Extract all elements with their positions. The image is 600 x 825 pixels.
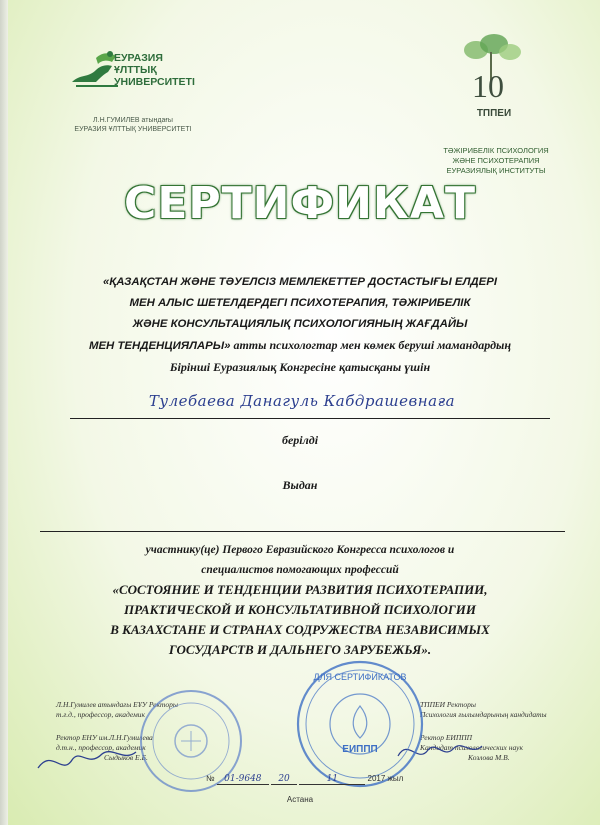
sig-line: Кандидат психологических наук bbox=[420, 743, 523, 752]
logo-caption bbox=[58, 116, 208, 134]
ru-line: «СОСТОЯНИЕ И ТЕНДЕНЦИИ РАЗВИТИЯ ПСИХОТЕРАПИИ, bbox=[112, 582, 488, 597]
institute-logo bbox=[416, 30, 576, 175]
ru-line: ПРАКТИЧЕСКОЙ И КОНСУЛЬТАТИВНОЙ ПСИХОЛОГИИ bbox=[124, 602, 476, 617]
sig-line: Л.Н.Гумилев атындағы ЕҰУ Ректоры bbox=[56, 700, 178, 709]
certificate-title: СЕРТИФИКАТ bbox=[124, 178, 476, 229]
sig-line: Ректор ЕНУ им.Л.Н.Гумилева bbox=[56, 733, 153, 742]
ru-line: ГОСУДАРСТВ И ДАЛЬНЕГО ЗАРУБЕЖЬЯ». bbox=[168, 642, 432, 657]
sig-line: Козлова М.В. bbox=[468, 753, 510, 762]
eurasian-university-logo bbox=[66, 44, 196, 136]
city-label: Астана bbox=[286, 795, 314, 804]
logo-word-line: ҰЛТТЫҚ bbox=[114, 64, 157, 76]
institute-name bbox=[416, 146, 576, 176]
kz-line: МЕН АЛЫС ШЕТЕЛДЕРДЕГІ ПСИХОТЕРАПИЯ, ТӘЖІРИБЕЛІК bbox=[129, 297, 471, 309]
kz-line: Бірінші Еуразиялық Конгресіне қатысқаны үшін bbox=[169, 360, 431, 374]
scan-edge bbox=[0, 0, 8, 825]
sig-line: ТППЕИ Ректоры bbox=[420, 700, 476, 709]
logo-word-line: УНИВЕРСИТЕТІ bbox=[114, 76, 195, 88]
institute-abbr: ТППЕИ bbox=[476, 108, 512, 119]
anniversary-number: 10 bbox=[472, 68, 504, 104]
ru-line: В КАЗАХСТАНЕ И СТРАНАХ СОДРУЖЕСТВА НЕЗАВИСИМЫХ bbox=[110, 622, 490, 637]
kz-line: ЖӘНЕ КОНСУЛЬТАЦИЯЛЫҚ ПСИХОЛОГИЯНЫҢ ЖАҒДАЙЫ bbox=[132, 318, 468, 330]
logo-caption-line: ЕУРАЗИЯ ҰЛТТЫҚ УНИВЕРСИТЕТІ bbox=[74, 126, 192, 133]
issued-ru: Выдан bbox=[282, 478, 318, 492]
handwritten-signature-left bbox=[32, 738, 142, 778]
institute-name-line: ЕУРАЗИЯЛЫҚ ИНСТИТУТЫ bbox=[446, 166, 546, 175]
number-label: № bbox=[206, 774, 215, 783]
institute-name-line: ЖӘНЕ ПСИХОТЕРАПИЯ bbox=[452, 156, 540, 165]
sig-line: т.ғ.д., профессор, академик bbox=[56, 710, 146, 719]
registration-line bbox=[206, 774, 403, 785]
sig-line: Ректор ЕИППП bbox=[420, 733, 473, 742]
sig-line: Сыдыков Е.Б. bbox=[104, 753, 148, 762]
kazakh-text-block bbox=[40, 272, 560, 378]
name-underline bbox=[70, 418, 550, 419]
kz-line-caps: МЕН ТЕНДЕНЦИЯЛАРЫ» bbox=[88, 340, 231, 352]
logo-wordmark bbox=[114, 52, 224, 88]
recipient-name: Тулебаева Данагуль Кабдрашевнаға bbox=[148, 392, 456, 410]
issue-day: 20 bbox=[278, 774, 290, 784]
sig-line: д.т.н., профессор, академик bbox=[56, 743, 146, 752]
issue-month: 11 bbox=[326, 774, 339, 784]
issue-year: 2017 жыл bbox=[367, 774, 404, 783]
ru-line: участнику(це) Первого Евразийского Конгресса психологов и bbox=[145, 544, 455, 556]
stamp-outer-text: ДЛЯ СЕРТИФИКАТОВ bbox=[313, 672, 407, 682]
russian-text-block bbox=[40, 540, 560, 660]
name-line-ru bbox=[40, 531, 565, 532]
certificate-number: 01-9648 bbox=[224, 774, 262, 784]
logo-caption-line: Л.Н.ГУМИЛЕВ атындағы bbox=[93, 117, 173, 124]
sig-line: Психология ғылымдарының кандидаты bbox=[420, 710, 547, 719]
stamp-abbr-text: ЕИППП bbox=[342, 744, 378, 755]
right-signature-kz bbox=[420, 700, 547, 720]
logo-word-line: ЕУРАЗИЯ bbox=[114, 52, 163, 64]
ru-line: специалистов помогающих профессий bbox=[201, 564, 399, 576]
kz-line: «ҚАЗАҚСТАН ЖӘНЕ ТӘУЕЛСІЗ МЕМЛЕКЕТТЕР ДОСТАСТЫҒЫ ЕЛДЕРІ bbox=[102, 276, 498, 288]
issued-kz: берілді bbox=[281, 433, 319, 447]
institute-name-line: ТӘЖІРИБЕЛІК ПСИХОЛОГИЯ bbox=[443, 146, 549, 155]
kz-line bbox=[40, 335, 560, 357]
institute-stamp bbox=[294, 658, 426, 790]
kz-line-rest: атты психологтар мен көмек беруші мамандардың bbox=[230, 338, 512, 352]
